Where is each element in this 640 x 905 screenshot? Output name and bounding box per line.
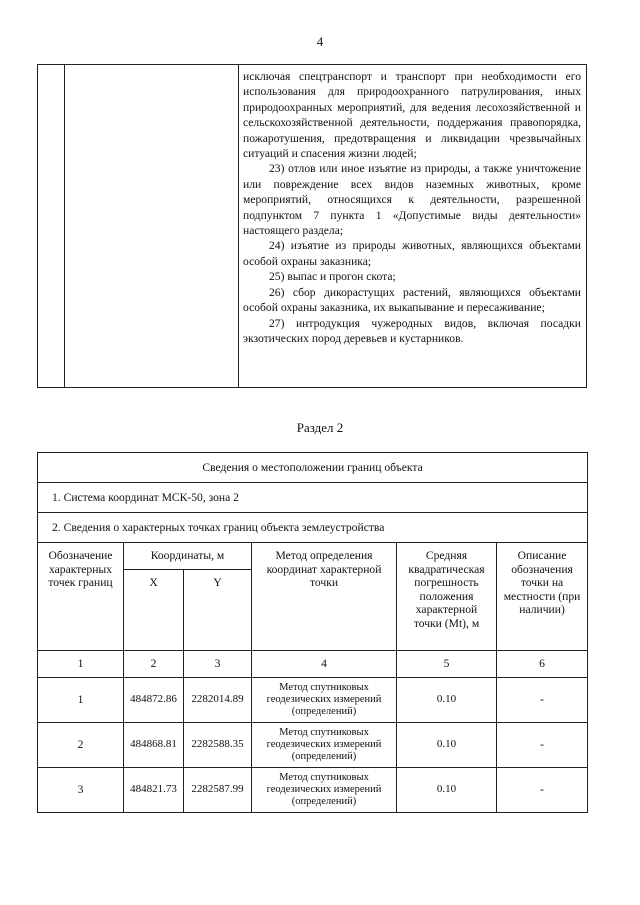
header-designation: Обозначение характерных точек границ: [38, 543, 124, 651]
point-number: 3: [38, 768, 124, 813]
point-number: 1: [38, 678, 124, 723]
header-y: Y: [184, 570, 252, 651]
header-accuracy: Средняя квадратическая погрешность положения характерной точки (Mt), м: [397, 543, 497, 651]
continuation-table: [37, 64, 587, 388]
table-row: [38, 723, 588, 768]
point-number: 2: [38, 723, 124, 768]
boundary-coordinates-table: [37, 452, 588, 813]
mt-value: 0.10: [397, 678, 497, 723]
x-value: 484821.73: [124, 768, 184, 813]
paragraph: исключая спецтранспорт и транспорт при необходимости его использования для природоохранного патрулирования, иных природоохранных мероприятий, для ведения лесохозяйственной и сельскохозяйственной деятельности, поддержания правопорядка, пожаротушения, предотвращения и ликвидации чрезвычайных ситуаций и спасения жизни людей;: [243, 70, 581, 161]
paragraph: 25) выпас и прогон скота;: [269, 270, 396, 284]
mt-value: 0.10: [397, 723, 497, 768]
table-title: Сведения о местоположении границ объекта: [38, 453, 588, 483]
page-number: 4: [316, 34, 324, 49]
column-divider: [64, 65, 65, 387]
description-value: -: [497, 678, 588, 723]
header-description: Описание обозначения точки на местности (при наличии): [497, 543, 588, 651]
column-number: 4: [252, 651, 397, 678]
method-value: Метод спутниковых геодезических измерений (определений): [252, 768, 397, 813]
header-x: X: [124, 570, 184, 651]
column-divider: [238, 65, 239, 387]
column-number: 3: [184, 651, 252, 678]
mt-value: 0.10: [397, 768, 497, 813]
column-number: 1: [38, 651, 124, 678]
column-number: 6: [497, 651, 588, 678]
paragraph: 26) сбор дикорастущих растений, являющихся объектами особой охраны заказника, их выкапывание и пересаживание;: [243, 285, 581, 315]
table-row: [38, 678, 588, 723]
y-value: 2282014.89: [184, 678, 252, 723]
description-value: -: [497, 723, 588, 768]
header-method: Метод определения координат характерной точки: [252, 543, 397, 651]
x-value: 484872.86: [124, 678, 184, 723]
section-title: Раздел 2: [296, 420, 344, 435]
points-heading: 2. Сведения о характерных точках границ объекта землеустройства: [38, 513, 588, 543]
paragraph: 24) изъятие из природы животных, являющихся объектами особой охраны заказника;: [243, 239, 581, 268]
column-number: 5: [397, 651, 497, 678]
method-value: Метод спутниковых геодезических измерений (определений): [252, 723, 397, 768]
paragraph: 23) отлов или иное изъятие из природы, а также уничтожение или повреждение всех видов наземных животных, кроме мероприятий, относящихся к деятельности, разрешенной подпунктом 7 пункта 1 «Допустимые виды деятельности» настоящего раздела;: [243, 162, 581, 238]
prohibited-activities-text: [243, 69, 581, 346]
description-value: -: [497, 768, 588, 813]
table-row: [38, 768, 588, 813]
paragraph: 27) интродукция чужеродных видов, включая посадки экзотических пород деревьев и кустарников.: [243, 316, 581, 345]
method-value: Метод спутниковых геодезических измерений (определений): [252, 678, 397, 723]
column-number: 2: [124, 651, 184, 678]
y-value: 2282587.99: [184, 768, 252, 813]
y-value: 2282588.35: [184, 723, 252, 768]
x-value: 484868.81: [124, 723, 184, 768]
header-coordinates: Координаты, м: [124, 543, 252, 570]
coordinate-system: 1. Система координат МСК-50, зона 2: [38, 483, 588, 513]
